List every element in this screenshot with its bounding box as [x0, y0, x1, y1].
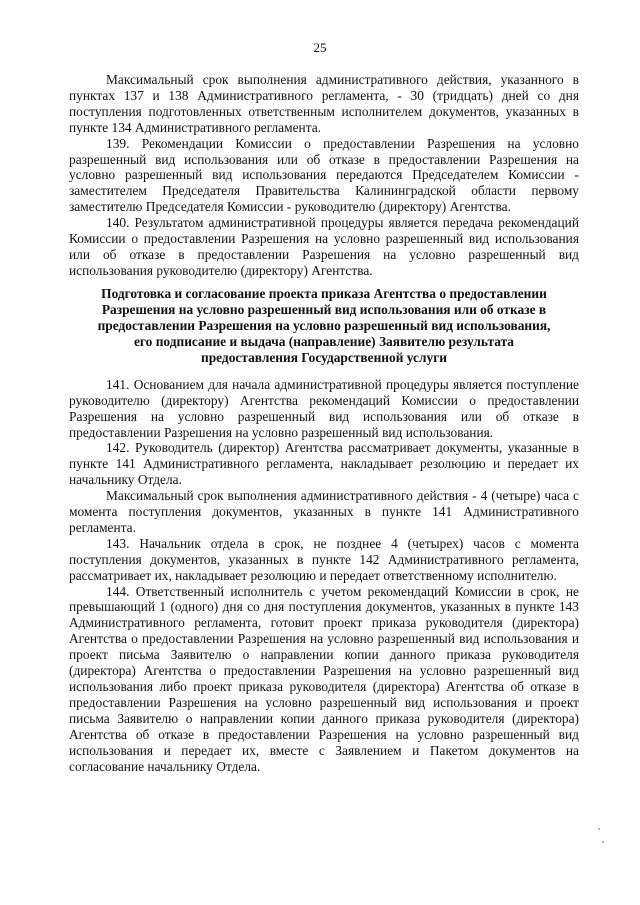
section-heading-line: его подписание и выдача (направление) Заявителю результата	[133, 333, 515, 349]
paragraph-142: 142. Руководитель (директор) Агентства рассматривает документы, указанные в пункте 141 Административного регламента, накладывает резолюцию и передает их начальнику Отдела.	[69, 440, 579, 488]
scan-speck	[598, 828, 600, 830]
page-number: 25	[313, 40, 327, 55]
paragraph-144: 144. Ответственный исполнитель с учетом рекомендаций Комиссии в срок, не превышающий 1 (одного) дня со дня поступления документов, указанных в пункте 143 Административного регламента, готовит проект приказа руководителя (директора) Агентства о предоставлении Разрешения на условно разрешенный вид использования и проект письма Заявителю о направлении копии данного приказа руководителя (директора) Агентства о предоставлении Разрешения на условно разрешенный вид использования либо проект приказа руководителя (директора) Агентства об отказе в предоставлении Разрешения на условно разрешенный вид использования и проект письма Заявителю о направлении копии данного приказа руководителя (директора) Агентства об отказе в предоставлении Разрешения на условно разрешенный вид использования и передает их, вместе с Заявлением и Пакетом документов на согласование начальнику Отдела.	[69, 583, 579, 774]
document-body	[69, 72, 579, 774]
section-heading-line: предоставлении Разрешения на условно разрешенный вид использования,	[97, 317, 551, 333]
paragraph-141: 141. Основанием для начала административной процедуры является поступление руководителю (директору) Агентства рекомендаций Комиссии о предоставлении Разрешения на условно разрешенный вид использования или об отказе в предоставлении Разрешения на условно разрешенный вид использования.	[69, 376, 579, 440]
paragraph-max-term-30-days: Максимальный срок выполнения административного действия, указанного в пунктах 137 и 138 Административного регламента, - 30 (тридцать) дней со дня поступления подготовленных ответственным исполнителем документов, указанных в пункте 134 Административного регламента.	[69, 72, 579, 135]
scan-speck	[602, 841, 604, 843]
paragraph-143: 143. Начальник отдела в срок, не позднее 4 (четырех) часов с момента поступления документов, указанных в пункте 142 Административного регламента, рассматривает их, накладывает резолюцию и передает ответственному исполнителю.	[69, 535, 579, 583]
section-heading-line: предоставления Государственной услуги	[201, 349, 447, 365]
paragraph-140: 140. Результатом административной процедуры является передача рекомендаций Комиссии о предоставлении Разрешения на условно разрешенный вид использования или об отказе в предоставлении Разрешения на условно разрешенный вид использования руководителю (директору) Агентства.	[69, 215, 579, 278]
section-heading-line: Подготовка и согласование проекта приказа Агентства о предоставлении	[101, 285, 547, 301]
paragraph-max-term-4-hours: Максимальный срок выполнения административного действия - 4 (четыре) часа с момента поступления документов, указанных в пункте 141 Административного регламента.	[69, 488, 579, 535]
section-heading	[69, 286, 579, 366]
paragraph-139: 139. Рекомендации Комиссии о предоставлении Разрешения на условно разрешенный вид использования или об отказе в предоставлении Разрешения на условно разрешенный вид использования передаются Председателем Комиссии - заместителем Председателя Правительства Калининградской области первому заместителю Председателя Комиссии - руководителю (директору) Агентства.	[69, 135, 579, 215]
section-heading-line: Разрешения на условно разрешенный вид использования или об отказе в	[101, 301, 547, 317]
